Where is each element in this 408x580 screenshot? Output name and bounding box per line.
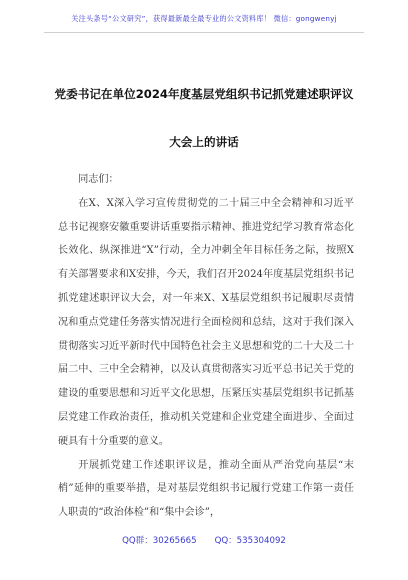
- document-body: [58, 168, 354, 525]
- footer-qq: QQ：535304092: [214, 536, 286, 546]
- paragraph-1: 在X、X深入学习宣传贯彻党的二十届三中全会精神和习近平总书记视察安徽重要讲话重要指示精神、推进党纪学习教育常态化长效化、纵深推进“X”行动，全力冲刺全年目标任务之际，按照X有关部署要求和X安排，今天，我们召开2024年度基层党组织书记抓党建述职评议大会，对一年来X、X基层党组织书记履职尽责情况和重点党建任务落实情况进行全面检阅和总结，这对于我们深入贯彻落实习近平新时代中国特色社会主义思想和党的二十大及二十届二中、三中全会精神，以及认真贯彻落实习近平总书记关于党的建设的重要思想和习近平文化思想，压紧压实基层党组织书记抓基层党建工作政治责任，推动机关党建和企业党建全面进步、全面过硬具有十分重要的意义。: [58, 197, 354, 447]
- paragraph-2: 开展抓党建工作述职评议是，推动全面从严治党向基层“末梢”延伸的重要举措，是对基层党组织书记履行党建工作第一责任人职责的“政治体检”和“集中会诊”，: [58, 459, 354, 519]
- header-notice: 关注头条号“公文研究”，获得最新最全最专业的公文资料库！ 微信：gongwenyj: [71, 14, 337, 23]
- footer-contact: [0, 534, 408, 546]
- document-subtitle: 大会上的讲话: [169, 135, 239, 149]
- header-divider: [44, 32, 364, 33]
- salutation: 同志们：: [78, 174, 119, 185]
- footer-qq-group: QQ群：30265665: [122, 536, 197, 546]
- document-title: 党委书记在单位2024年度基层党组织书记抓党建述职评议: [54, 87, 354, 101]
